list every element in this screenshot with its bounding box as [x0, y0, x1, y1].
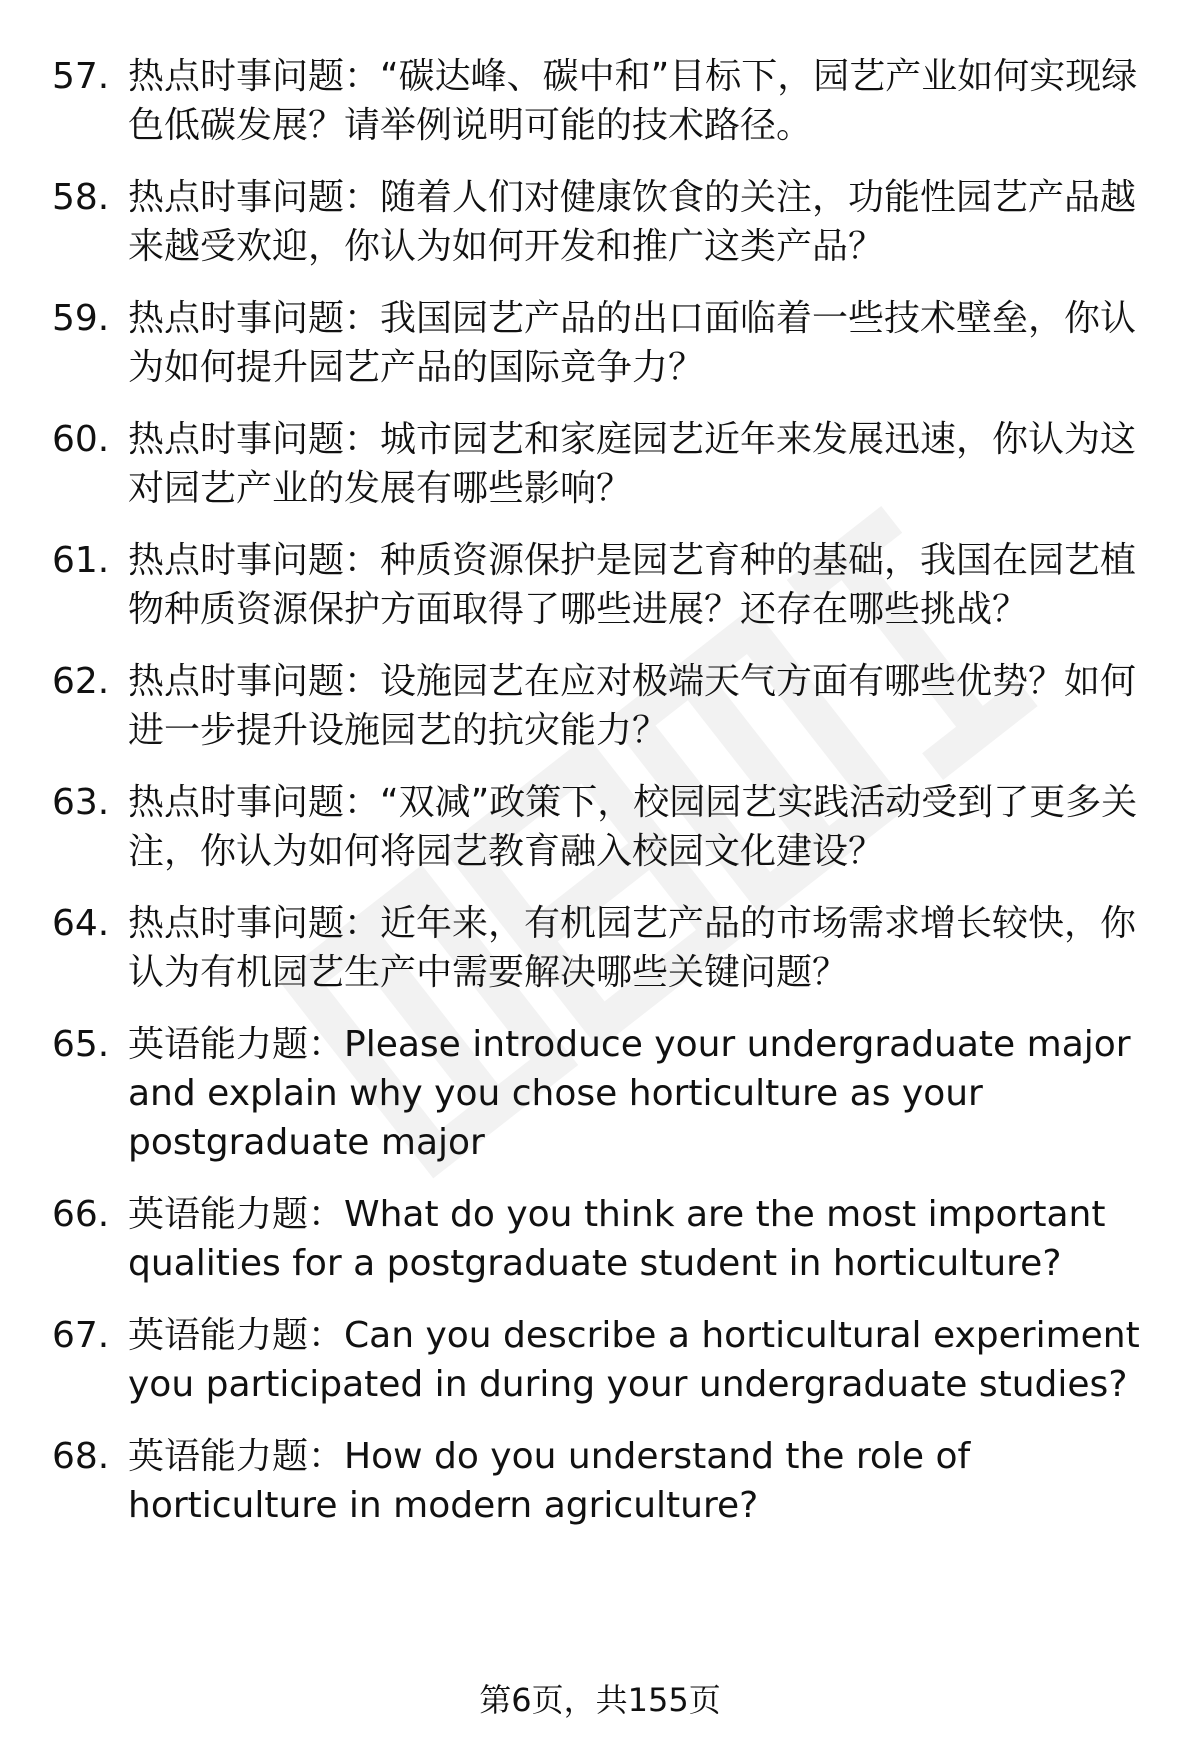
question-text: 热点时事问题：我国园艺产品的出口面临着一些技术壁垒，你认为如何提升园艺产品的国际竞争力？: [128, 298, 1137, 388]
question-list: [52, 52, 1142, 1530]
question-number: 68.: [52, 1436, 110, 1477]
question-text: 热点时事问题：随着人们对健康饮食的关注，功能性园艺产品越来越受欢迎，你认为如何开发和推广这类产品？: [128, 177, 1137, 267]
question-item: [52, 536, 1142, 634]
question-number: 60.: [52, 419, 110, 460]
question-number: 67.: [52, 1315, 110, 1356]
question-item: [52, 1432, 1142, 1530]
question-number: 57.: [52, 56, 110, 97]
question-text: 英语能力题：How do you understand the role of horticulture in modern agriculture?: [128, 1436, 971, 1526]
question-item: [52, 415, 1142, 513]
question-item: [52, 778, 1142, 876]
question-item: [52, 52, 1142, 150]
question-number: 65.: [52, 1024, 110, 1065]
question-text: 英语能力题：What do you think are the most important qualities for a postgraduate student in horticulture?: [128, 1194, 1106, 1284]
page-indicator: 第6页，共155页: [479, 1681, 721, 1719]
question-item: [52, 1020, 1142, 1167]
question-item: [52, 294, 1142, 392]
question-number: 63.: [52, 782, 110, 823]
question-number: 64.: [52, 903, 110, 944]
question-text: 热点时事问题：种质资源保护是园艺育种的基础，我国在园艺植物种质资源保护方面取得了哪些进展？还存在哪些挑战？: [128, 540, 1137, 630]
question-item: [52, 657, 1142, 755]
question-text: 英语能力题：Can you describe a horticultural experiment you participated in during your undergraduate studies?: [128, 1315, 1140, 1405]
question-text: 热点时事问题：“碳达峰、碳中和”目标下，园艺产业如何实现绿色低碳发展？请举例说明可能的技术路径。: [128, 56, 1138, 146]
question-text: 热点时事问题：近年来，有机园艺产品的市场需求增长较快，你认为有机园艺生产中需要解决哪些关键问题？: [128, 903, 1137, 993]
question-number: 59.: [52, 298, 110, 339]
question-item: [52, 899, 1142, 997]
question-number: 58.: [52, 177, 110, 218]
question-text: 热点时事问题：“双减”政策下，校园园艺实践活动受到了更多关注，你认为如何将园艺教育融入校园文化建设？: [128, 782, 1138, 872]
question-text: 英语能力题：Please introduce your undergraduate major and explain why you chose horticulture as your postgraduate major: [128, 1024, 1131, 1163]
question-text: 热点时事问题：设施园艺在应对极端天气方面有哪些优势？如何进一步提升设施园艺的抗灾能力？: [128, 661, 1137, 751]
question-text: 热点时事问题：城市园艺和家庭园艺近年来发展迅速，你认为这对园艺产业的发展有哪些影响？: [128, 419, 1137, 509]
question-number: 62.: [52, 661, 110, 702]
question-number: 61.: [52, 540, 110, 581]
question-item: [52, 1311, 1142, 1409]
question-item: [52, 173, 1142, 271]
question-number: 66.: [52, 1194, 110, 1235]
question-item: [52, 1190, 1142, 1288]
